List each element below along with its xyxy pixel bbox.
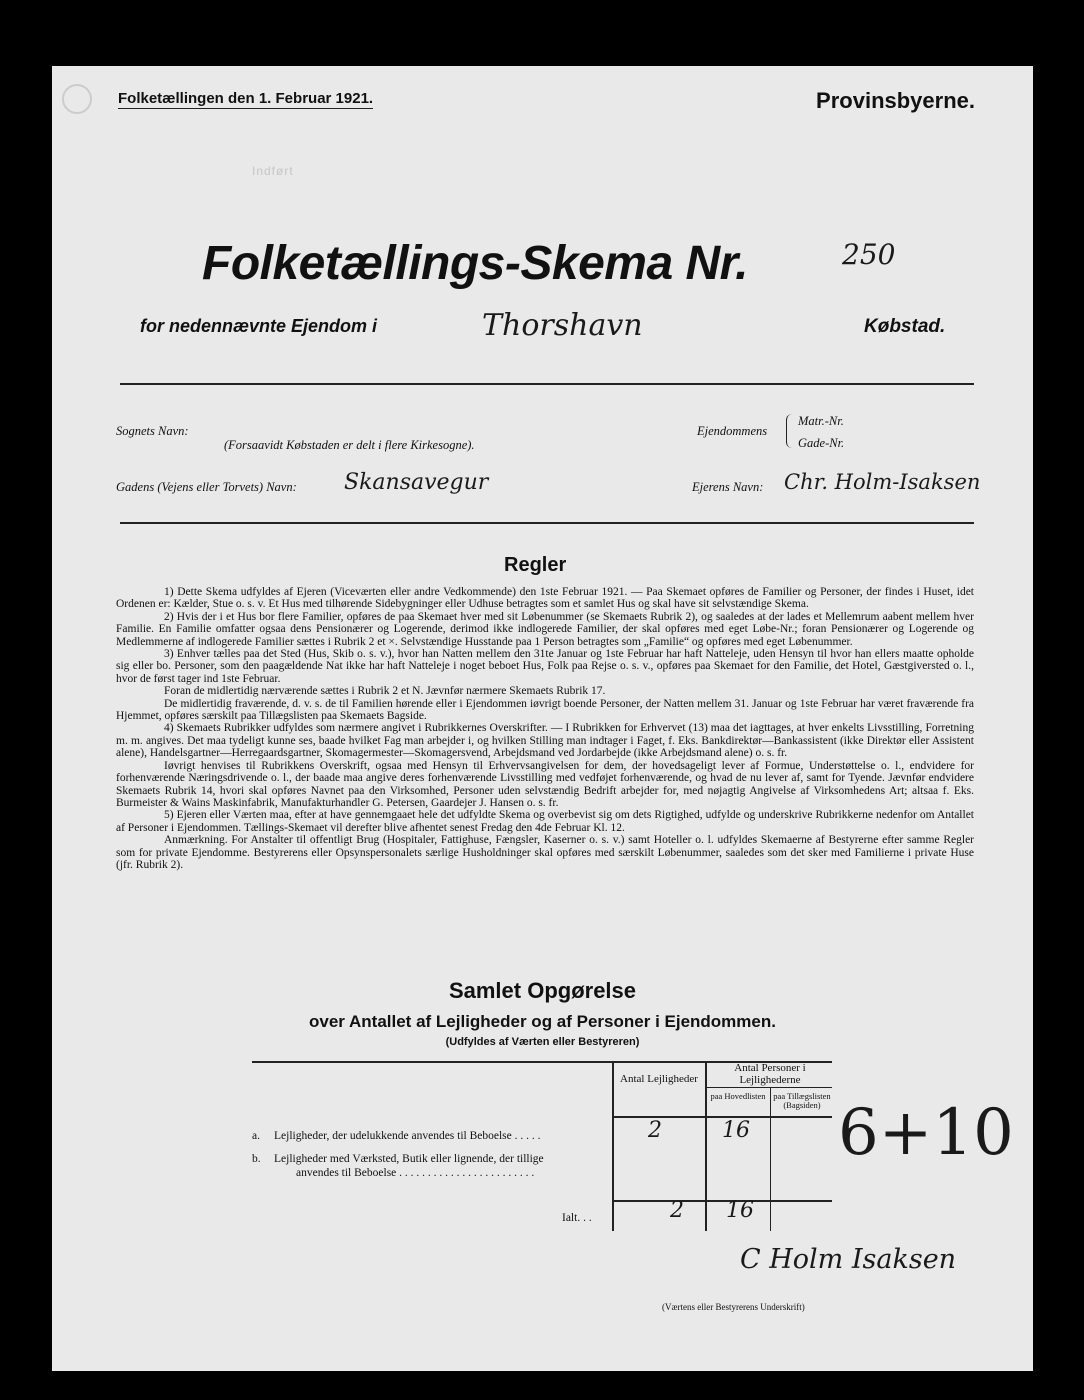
signature-label: (Værtens eller Bestyrerens Underskrift) xyxy=(662,1302,805,1312)
ejendom-brace xyxy=(786,414,795,448)
sogn-note: (Forsaavidt Købstaden er delt i flere Kirkesogne). xyxy=(224,438,475,452)
row-a-hovedliste-value: 16 xyxy=(722,1118,750,1143)
col-antal-lejligheder: Antal Lejligheder xyxy=(620,1073,698,1085)
matr-label: Matr.-Nr. xyxy=(798,414,844,428)
summary-title: Samlet Opgørelse xyxy=(448,978,637,1003)
summary-subtitle: over Antallet af Lejligheder og af Personer i Ejendommen. xyxy=(309,1012,776,1031)
table-vline-2 xyxy=(705,1063,707,1231)
rule-paragraph: 2) Hvis der i et Hus bor flere Familier, opføres de paa Skemaet hver med sit Løbenummer (se Skemaets Rubrik 2), og saaledes at der lades et Mellemrum aabent mellem hver Familie. En Familie omfatter ogsaa dens Pensionærer og Logerende, derimod ikke indlogerede Familier, der skal opføres med eget Løbe-Nr.; foran Pensionærer og Logerende og Medlemmerne af indlogerede Familier sættes i Rubrik 2 et ×. Selvstændige Husstande paa 1 Person betragtes som „Familie“ og opføres med eget Løbenummer. xyxy=(116,610,974,648)
signature-handwritten: C Holm Isaksen xyxy=(740,1244,957,1275)
total-label: Ialt. . . xyxy=(562,1212,592,1224)
rule-paragraph: 4) Skemaets Rubrikker udfyldes som nærmere angivet i Rubrikkernes Overskrifter. — I Rubrikken for Erhvervet (13) maa det iagttages, at hver enkelts Livsstilling, Forretning m. m. angives. Det maa tydeligt kunne ses, baade hvilket Fag man arbejder i, og hvilken Stilling man indtager i Faget, f. Eks. Bankdirektør—Bankassistent (ikke Direktør eller Assistent alene), Handelsgartner—Herregaardsgartner, Skomagermester—Skomagersvend, Arbejdsmand ved Jordarbejde (ikke Arbejdsmand alene) o. s. fr. xyxy=(116,722,974,760)
gade-nr-label: Gade-Nr. xyxy=(798,436,845,450)
total-lejligheder-value: 2 xyxy=(670,1198,684,1223)
town-handwritten: Thorshavn xyxy=(482,308,643,343)
row-b-letter: b. xyxy=(252,1153,261,1165)
total-hovedliste-value: 16 xyxy=(726,1198,754,1223)
census-date-header: Folketællingen den 1. Februar 1921. xyxy=(118,90,374,107)
ejer-label: Ejerens Navn: xyxy=(692,480,764,494)
table-vline-3 xyxy=(770,1088,771,1231)
form-title: Folketællings-Skema Nr. xyxy=(202,237,749,290)
rule-paragraph: 3) Enhver tælles paa det Sted (Hus, Skib o. s. v.), hvor han Natten mellem den 31te Januar og 1ste Februar har haft Natteleje, uden Hensyn til hvor han ellers maatte opholde sig eller bo. Personer, som den paagældende Nat ikke har haft Natteleje i noget beboet Hus, Folk paa Rejse o. s. v., opføres paa Skemaet for den Familie, det Hotel, Gæstgiversted o. l., hvor de først tager ind 1ste Februar. xyxy=(116,648,974,685)
sogn-label: Sognets Navn: xyxy=(116,424,189,438)
table-vline-1 xyxy=(612,1063,614,1231)
ejer-handwritten: Chr. Holm-Isaksen xyxy=(784,470,981,494)
census-form-page xyxy=(52,66,1033,1371)
rule-paragraph: 5) Ejeren eller Værten maa, efter at have gennemgaaet hele det udfyldte Skema og overbevist sig om dets Rigtighed, udfylde og underskrive Rubrikkerne nedenfor om Antallet af Personer i Ejendommen. Tællings-Skemaet vil derefter blive afhentet senest Fredag den 4de Februar Kl. 12. xyxy=(116,809,974,834)
corner-stamp xyxy=(62,84,92,114)
col-hovedlisten: paa Hovedlisten xyxy=(710,1091,766,1101)
row-a-letter: a. xyxy=(252,1130,260,1142)
ejendom-label: Ejendommens xyxy=(697,424,768,438)
rules-body xyxy=(116,586,974,871)
region-header: Provinsbyerne. xyxy=(816,88,975,113)
rule-paragraph: Iøvrigt henvises til Rubrikkens Overskrift, ogsaa med Hensyn til Erhvervsangivelsen for dem, der hovedsageligt lever af Formue, Understøttelse o. l., endvidere for forhenværende Næringsdrivende o. l., der baade maa angive deres forhenværende Livsstilling med vedføjet forhenværende, og hvad de nu lever af, samt for Tyende. Jævnfør endvidere Skemaets Rubrik 14, hvori skal opføres Navnet paa den Virksomhed, Personer uden selvstændig Bedrift arbejder for, med nøjagtig Angivelse af Virksomhedens Art; altsaa f. Eks. Burmeister & Wains Maskinfabrik, Manufakturhandler G. Petersen, Gaardejer J. Hansen o. s. fr. xyxy=(116,759,974,809)
row-a-lejligheder-value: 2 xyxy=(648,1118,662,1143)
form-number-handwritten: 250 xyxy=(842,238,896,271)
divider-top xyxy=(120,383,974,385)
row-b-text-line1: Lejligheder med Værksted, Butik eller lignende, der tillige xyxy=(274,1153,544,1165)
gade-handwritten: Skansavegur xyxy=(344,470,489,495)
faint-stamp: Indført xyxy=(252,164,294,178)
margin-sum-handwritten: 6+10 xyxy=(838,1096,1014,1170)
row-b-text-line2: anvendes til Beboelse . . . . . . . . . . . . . . . . . . . . . . . . xyxy=(296,1167,535,1179)
table-hline-subhead xyxy=(705,1087,832,1088)
table-hline-total xyxy=(612,1200,832,1202)
col-antal-personer: Antal Personer i Lejlighederne xyxy=(734,1062,806,1086)
rule-paragraph: Foran de midlertidig nærværende sættes i Rubrik 2 et N. Jævnfør nærmere Skemaets Rubrik 17. xyxy=(164,685,606,698)
property-prefix: for nedennævnte Ejendom i xyxy=(140,316,378,336)
rule-paragraph: 1) Dette Skema udfyldes af Ejeren (Viceværten eller andre Vedkommende) den 1ste Februar 1921. — Paa Skemaet opføres de Familier og Personer, der findes i Huset, idet Ordenen er: Kælder, Stue o. s. v. Et Hus med tilhørende Sidebygninger eller Udhuse betragtes som et samlet Hus og skal have sit selvstændige Skema. xyxy=(116,586,974,611)
rules-title: Regler xyxy=(504,554,567,576)
row-a-text: Lejligheder, der udelukkende anvendes til Beboelse . . . . . xyxy=(274,1130,541,1142)
col-tillaegslisten: paa Tillægslisten (Bagsiden) xyxy=(773,1091,831,1110)
rule-paragraph: De midlertidig fraværende, d. v. s. de til Familien hørende eller i Ejendommen iøvrigt boende Personer, der Natten mellem 31. Januar og 1ste Februar har været fraværende fra Hjemmet, opføres særskilt paa Tillægslisten paa Skemaets Bagside. xyxy=(116,697,974,723)
gade-label: Gadens (Vejens eller Torvets) Navn: xyxy=(116,480,297,494)
kobstad-label: Købstad. xyxy=(864,316,946,337)
rule-paragraph: Anmærkning. For Anstalter til offentligt Brug (Hospitaler, Fattighuse, Fængsler, Kaserner o. s. v.) samt Hoteller o. l. udfyldes Skemaerne af Bestyrerne efter samme Regler som for private Ejendomme. Bestyrerens eller Opsynspersonalets særlige Husholdninger skal opføres med særskilt Løbenummer, saaledes som det sker med Familierne i private Huse (jfr. Rubrik 2). xyxy=(116,834,974,871)
summary-note: (Udfyldes af Værten eller Bestyreren) xyxy=(445,1036,640,1048)
divider-middle xyxy=(120,522,974,524)
